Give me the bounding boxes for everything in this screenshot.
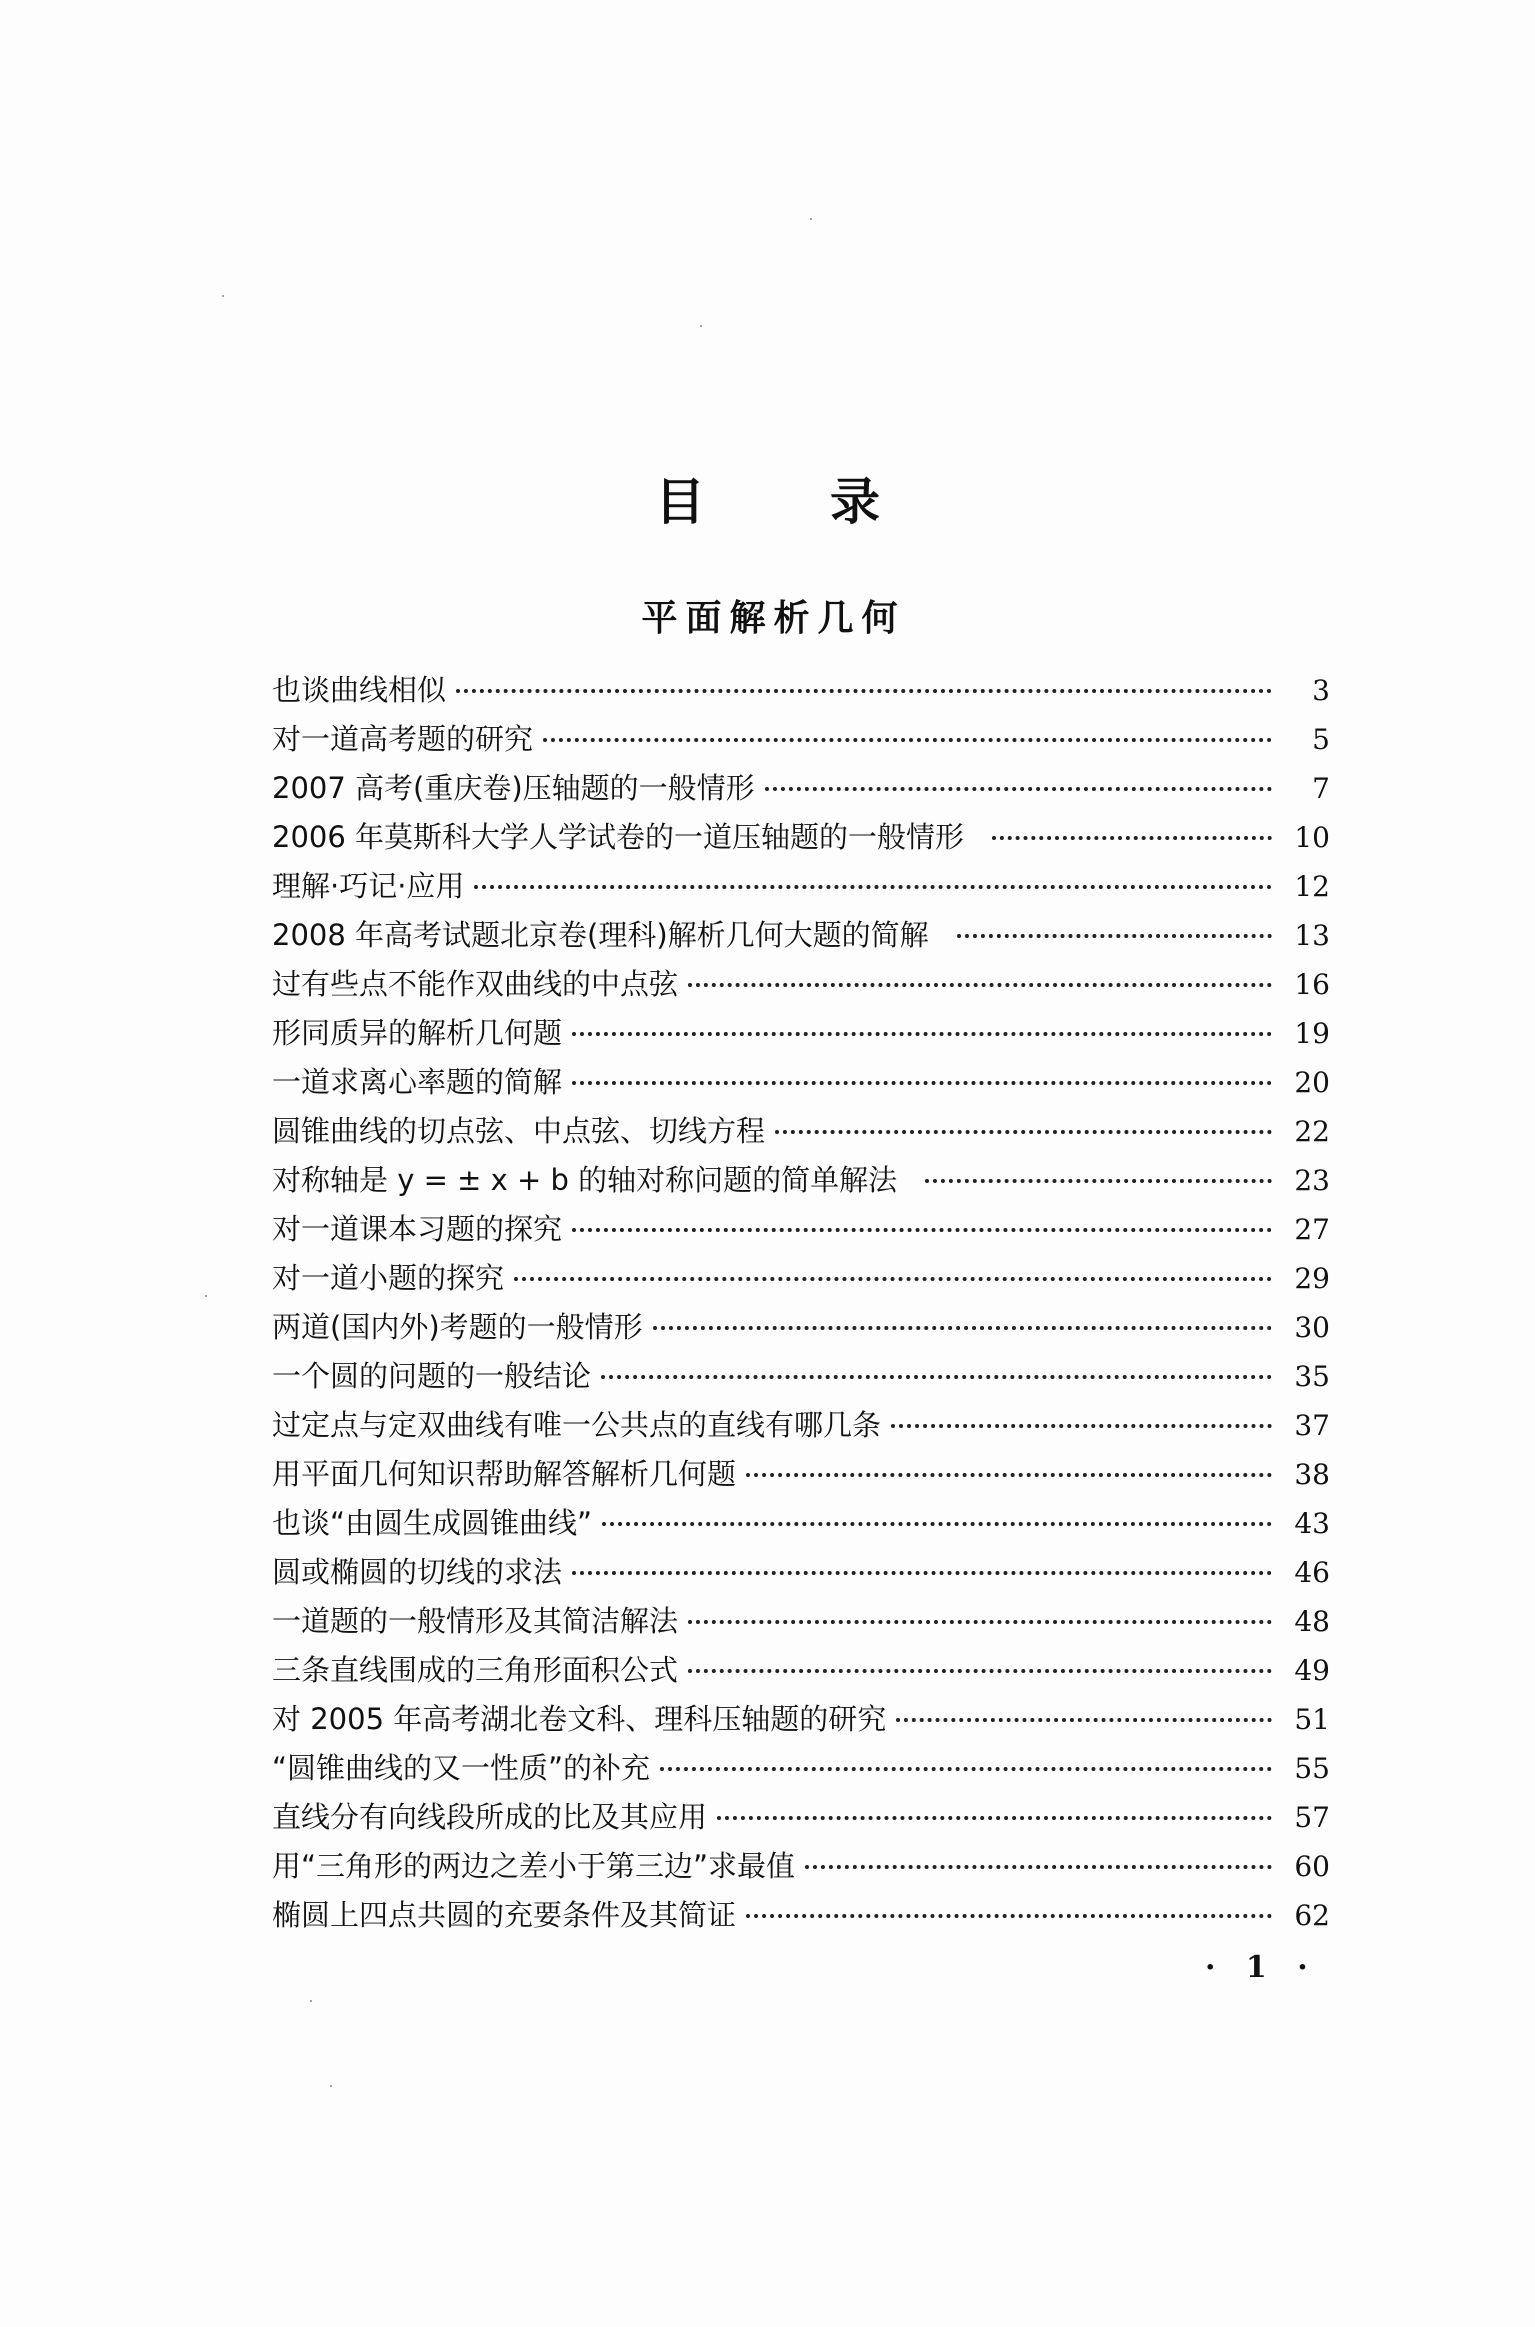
toc-entry-page: 37 (1294, 1409, 1330, 1442)
toc-entry-page: 23 (1294, 1164, 1330, 1197)
toc-entry-title: 三条直线围成的三角形面积公式 (272, 1653, 679, 1687)
dot-leader (765, 787, 1272, 791)
toc-entry-page: 19 (1294, 1017, 1330, 1050)
toc-entry-title: 圆或椭圆的切线的求法 (272, 1555, 563, 1589)
toc-entry[interactable] (272, 1550, 1330, 1599)
dot-leader (891, 1424, 1272, 1428)
toc-entry-title: 也谈“由圆生成圆锥曲线” (272, 1506, 593, 1540)
page-title-char-2: 录 (830, 473, 880, 531)
dot-leader (775, 1130, 1272, 1134)
toc-entry-page: 29 (1294, 1262, 1330, 1295)
toc-entry-page: 57 (1294, 1801, 1330, 1834)
scan-speck (310, 2000, 312, 2002)
toc-entry[interactable] (272, 766, 1330, 815)
toc-entry[interactable] (272, 1109, 1330, 1158)
toc-entry[interactable] (272, 1207, 1330, 1256)
dot-leader (688, 983, 1272, 987)
toc-entry-page: 27 (1294, 1213, 1330, 1246)
toc-entry-title: 对 2005 年高考湖北卷文科、理科压轴题的研究 (272, 1702, 887, 1736)
scan-speck (222, 295, 224, 297)
toc-entry[interactable] (272, 1648, 1330, 1697)
scan-speck (205, 1295, 207, 1297)
toc-entry-title: 形同质异的解析几何题 (272, 1016, 563, 1050)
dot-leader (474, 885, 1272, 889)
toc-entry-page: 7 (1312, 772, 1330, 805)
toc-entry-title: 直线分有向线段所成的比及其应用 (272, 1800, 708, 1834)
dot-leader (572, 1571, 1272, 1575)
toc-entry-page: 62 (1294, 1899, 1330, 1932)
toc-entry[interactable] (272, 1893, 1330, 1942)
toc-entry-title: 两道(国内外)考题的一般情形 (272, 1310, 643, 1344)
dot-leader (543, 738, 1272, 742)
toc-entry-title: 对一道课本习题的探究 (272, 1212, 563, 1246)
toc-entry-title: 2007 高考(重庆卷)压轴题的一般情形 (272, 771, 755, 805)
dot-leader (572, 1032, 1272, 1036)
toc-entry-title: 过定点与定双曲线有唯一公共点的直线有哪几条 (272, 1408, 882, 1442)
dot-leader (688, 1620, 1272, 1624)
dot-leader (896, 1718, 1272, 1722)
dot-leader (601, 1375, 1272, 1379)
toc-entry[interactable] (272, 1305, 1330, 1354)
toc-entry-title: 2008 年高考试题北京卷(理科)解析几何大题的简解 (272, 918, 929, 952)
toc-entry[interactable] (272, 1844, 1330, 1893)
toc-entry[interactable] (272, 913, 1330, 962)
scan-speck (810, 218, 812, 220)
toc-entry-title: 一个圆的问题的一般结论 (272, 1359, 592, 1393)
toc-entry[interactable] (272, 1599, 1330, 1648)
toc-entry-title: 一道求离心率题的简解 (272, 1065, 563, 1099)
dot-leader (746, 1473, 1272, 1477)
dot-leader (805, 1865, 1272, 1869)
dot-leader (514, 1277, 1272, 1281)
scan-speck (330, 2085, 332, 2087)
toc-entry[interactable] (272, 1452, 1330, 1501)
toc-entry-page: 12 (1294, 870, 1330, 903)
toc-entry[interactable] (272, 1158, 1330, 1207)
dot-leader (992, 836, 1272, 840)
toc-entry-page: 22 (1294, 1115, 1330, 1148)
toc-entry[interactable] (272, 962, 1330, 1011)
toc-entry-title: 也谈曲线相似 (272, 673, 447, 707)
toc-entry-page: 20 (1294, 1066, 1330, 1099)
dot-leader (660, 1767, 1272, 1771)
toc-entry[interactable] (272, 1403, 1330, 1452)
toc-entry[interactable] (272, 668, 1330, 717)
toc-entry-page: 16 (1294, 968, 1330, 1001)
toc-entry-page: 35 (1294, 1360, 1330, 1393)
toc-entry-title: 过有些点不能作双曲线的中点弦 (272, 967, 679, 1001)
toc-entry-page: 60 (1294, 1850, 1330, 1883)
toc-entry-title: 用平面几何知识帮助解答解析几何题 (272, 1457, 737, 1491)
dot-leader (572, 1228, 1272, 1232)
page-number: · 1 · (1205, 1950, 1318, 1985)
dot-leader (717, 1816, 1272, 1820)
toc-entry[interactable] (272, 815, 1330, 864)
toc-entry-page: 3 (1312, 674, 1330, 707)
toc-entry-page: 13 (1294, 919, 1330, 952)
toc-entry[interactable] (272, 1501, 1330, 1550)
toc-entry-page: 30 (1294, 1311, 1330, 1344)
dot-leader (653, 1326, 1272, 1330)
section-title: 平面解析几何 (641, 597, 906, 639)
toc-entry-page: 46 (1294, 1556, 1330, 1589)
toc-entry-title: 理解·巧记·应用 (272, 869, 465, 903)
dot-leader (688, 1669, 1272, 1673)
toc-entry[interactable] (272, 1060, 1330, 1109)
toc-entry-title: 一道题的一般情形及其简洁解法 (272, 1604, 679, 1638)
dot-leader (957, 934, 1272, 938)
dot-leader (456, 689, 1272, 693)
toc-entry-title: 圆锥曲线的切点弦、中点弦、切线方程 (272, 1114, 766, 1148)
page-title-char-1: 目 (655, 473, 705, 531)
scan-speck (700, 325, 702, 327)
dot-leader (572, 1081, 1272, 1085)
table-of-contents (272, 668, 1330, 1942)
toc-entry[interactable] (272, 1795, 1330, 1844)
toc-entry[interactable] (272, 864, 1330, 913)
toc-entry-page: 48 (1294, 1605, 1330, 1638)
toc-entry[interactable] (272, 1746, 1330, 1795)
toc-entry-title: 对一道高考题的研究 (272, 722, 534, 756)
toc-entry[interactable] (272, 1256, 1330, 1305)
dot-leader (602, 1522, 1272, 1526)
toc-entry[interactable] (272, 1697, 1330, 1746)
toc-entry[interactable] (272, 1011, 1330, 1060)
toc-entry-title: 2006 年莫斯科大学人学试卷的一道压轴题的一般情形 (272, 820, 965, 854)
toc-entry-page: 5 (1312, 723, 1330, 756)
toc-entry-page: 10 (1294, 821, 1330, 854)
toc-entry-page: 38 (1294, 1458, 1330, 1491)
toc-entry-page: 43 (1294, 1507, 1330, 1540)
toc-entry[interactable] (272, 1354, 1330, 1403)
toc-entry-page: 51 (1294, 1703, 1330, 1736)
toc-entry-title: 用“三角形的两边之差小于第三边”求最值 (272, 1849, 796, 1883)
toc-entry-title: 椭圆上四点共圆的充要条件及其简证 (272, 1898, 737, 1932)
dot-leader (746, 1914, 1272, 1918)
page-title (0, 462, 1535, 534)
toc-entry-title: “圆锥曲线的又一性质”的补充 (272, 1751, 651, 1785)
toc-entry-page: 49 (1294, 1654, 1330, 1687)
toc-entry-title: 对一道小题的探究 (272, 1261, 505, 1295)
toc-entry[interactable] (272, 717, 1330, 766)
dot-leader (925, 1179, 1272, 1183)
toc-entry-page: 55 (1294, 1752, 1330, 1785)
toc-entry-title: 对称轴是 y = ± x + b 的轴对称问题的简单解法 (272, 1163, 898, 1197)
